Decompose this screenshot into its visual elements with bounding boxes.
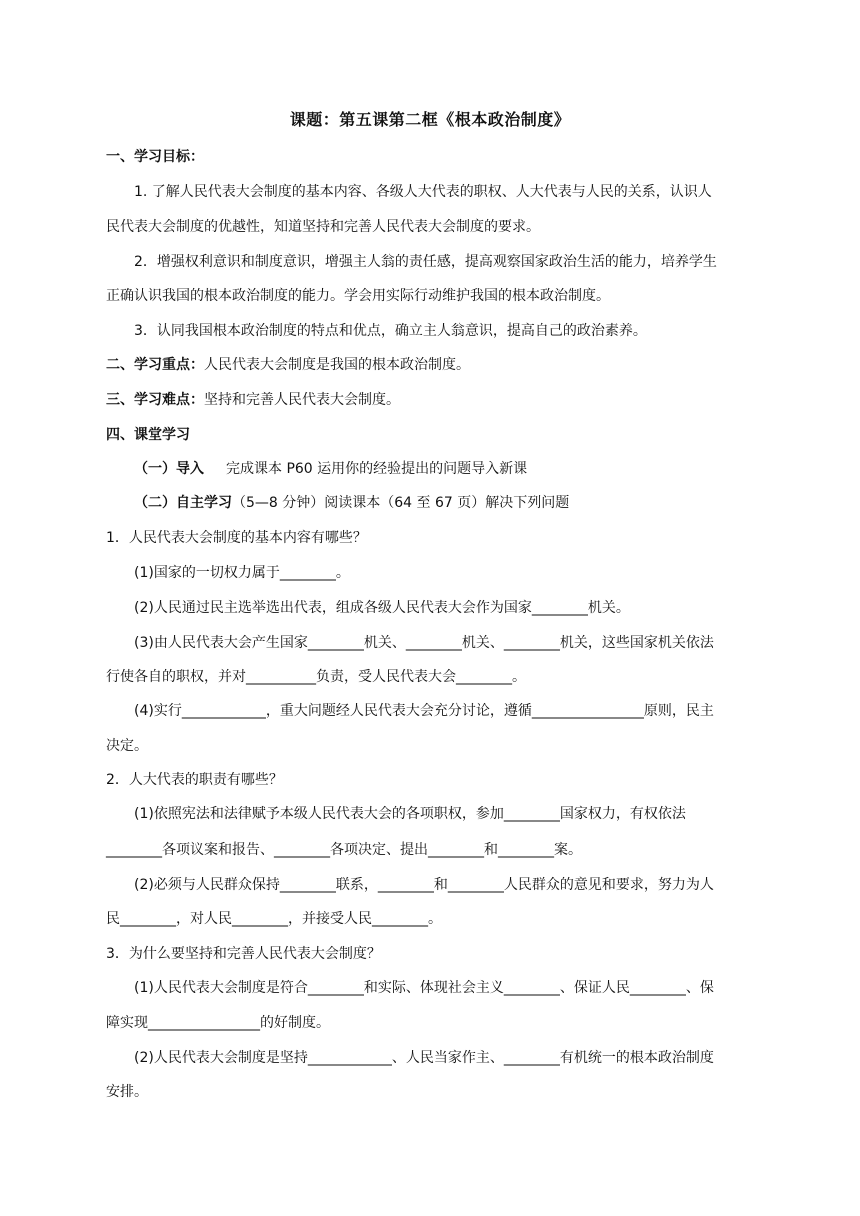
question-1-item-3-line-1: (3)由人民代表大会产生国家________机关、________机关、________机关，这些国家机关依法 — [134, 635, 714, 651]
intro-label: （一）导入 — [134, 461, 204, 477]
difficulty-paragraph — [106, 389, 756, 411]
question-3-item-2-line-2: 安排。 — [106, 1084, 148, 1100]
question-2-item-1-line-1: (1)依照宪法和法律赋予本级人民代表大会的各项职权，参加________国家权力，有权依法 — [134, 806, 686, 822]
question-2: 2．人大代表的职责有哪些？ — [106, 772, 283, 788]
key-point-text: 人民代表大会制度是我国的根本政治制度。 — [204, 357, 470, 373]
self-study-paragraph — [106, 492, 784, 514]
question-1-item-2: (2)人民通过民主选举选出代表，组成各级人民代表大会作为国家________机关。 — [134, 600, 630, 616]
question-2-item-1-line-2: ________各项议案和报告、________各项决定、提出________和________案。 — [106, 842, 582, 858]
objective-1-line-2: 民代表大会制度的优越性，知道坚持和完善人民代表大会制度的要求。 — [106, 219, 540, 235]
section-heading-classroom: 四、课堂学习 — [106, 427, 190, 443]
objective-2-line-1: 2．增强权利意识和制度意识，增强主人翁的责任感，提高观察国家政治生活的能力，培养学生 — [134, 254, 717, 270]
key-point-paragraph — [106, 354, 756, 376]
section-heading-key-point: 二、学习重点： — [106, 357, 204, 373]
question-1-item-4-line-2: 决定。 — [106, 738, 148, 754]
question-1-item-3-line-2: 行使各自的职权，并对__________负责，受人民代表大会________。 — [106, 669, 526, 685]
question-3-item-2-line-1: (2)人民代表大会制度是坚持____________、人民当家作主、________有机统一的根本政治制度 — [134, 1050, 714, 1066]
objective-3: 3．认同我国根本政治制度的特点和优点，确立主人翁意识，提高自己的政治素养。 — [134, 323, 647, 339]
question-3: 3．为什么要坚持和完善人民代表大会制度？ — [106, 946, 381, 962]
question-2-item-2-line-2: 民________，对人民________，并接受人民________。 — [106, 911, 442, 927]
difficulty-text: 坚持和完善人民代表大会制度。 — [204, 392, 400, 408]
question-3-item-1-line-1: (1)人民代表大会制度是符合________和实际、体现社会主义________、保证人民________、保 — [134, 980, 714, 996]
question-1: 1．人民代表大会制度的基本内容有哪些？ — [106, 530, 367, 546]
section-heading-difficulty: 三、学习难点： — [106, 392, 204, 408]
page-title: 课题：第五课第二框《根本政治制度》 — [289, 110, 571, 129]
question-2-item-2-line-1: (2)必须与人民群众保持________联系，________和________人民群众的意见和要求，努力为人 — [134, 877, 714, 893]
section-heading-objectives: 一、学习目标： — [106, 149, 204, 165]
question-3-item-1-line-2: 障实现________________的好制度。 — [106, 1015, 330, 1031]
self-study-label: （二）自主学习 — [134, 495, 232, 511]
intro-paragraph — [106, 458, 784, 480]
objective-1-line-1: 1. 了解人民代表大会制度的基本内容、各级人大代表的职权、人大代表与人民的关系，认识人 — [134, 184, 712, 200]
self-study-text: （5—8 分钟）阅读课本（64 至 67 页）解决下列问题 — [232, 495, 570, 511]
objective-2-line-2: 正确认识我国的根本政治制度的能力。学会用实际行动维护我国的根本政治制度。 — [106, 288, 610, 304]
intro-text: 完成课本 P60 运用你的经验提出的问题导入新课 — [226, 461, 528, 477]
question-1-item-4-line-1: (4)实行____________，重大问题经人民代表大会充分讨论，遵循________________原则，民主 — [134, 703, 714, 719]
question-1-item-1: (1)国家的一切权力属于________。 — [134, 565, 350, 581]
